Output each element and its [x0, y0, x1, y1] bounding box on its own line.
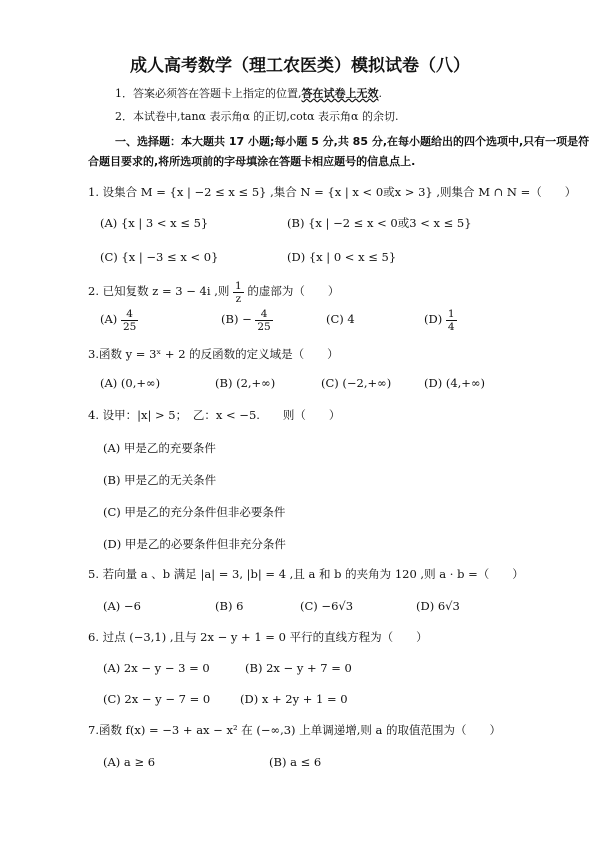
note-2: 2．本试卷中,tanα 表示角α 的正切,cotα 表示角α 的余切. [115, 110, 399, 123]
page-title: 成人高考数学（理工农医类）模拟试卷（八） [130, 56, 470, 76]
q5-option-c: (C) −6√3 [300, 599, 354, 613]
q5-option-a: (A) −6 [103, 599, 141, 613]
q1-option-d: (D) {x | 0 < x ≤ 5} [287, 250, 397, 264]
q2-option-c: (C) 4 [326, 312, 355, 326]
q4-stem: 4. 设甲：|x| > 5； 乙：x < −5. 则（ ） [88, 408, 341, 422]
note-1-text: 1．答案必须答在答题卡上指定的位置, [115, 87, 302, 100]
q2-stem-suffix: 的虚部为（ ） [247, 284, 340, 298]
q7-option-b: (B) a ≤ 6 [269, 755, 322, 769]
q2-b-fraction [255, 308, 272, 333]
q2-option-b [221, 306, 273, 333]
q6-option-b: (B) 2x − y + 7 = 0 [245, 661, 352, 675]
q4-option-a: (A) 甲是乙的充要条件 [103, 441, 216, 455]
note-1 [115, 86, 382, 102]
section-header-line-2: 合题目要求的,将所选项前的字母填涂在答题卡相应题号的信息点上. [88, 155, 416, 168]
q3-option-d: (D) (4,+∞) [424, 376, 486, 390]
note-1-emphasis: 答在试卷上无效 [301, 87, 379, 100]
q2-a-den: 25 [122, 320, 137, 333]
q6-option-c: (C) 2x − y − 7 = 0 [103, 692, 211, 706]
q1-option-b: (B) {x | −2 ≤ x < 0或3 < x ≤ 5} [287, 216, 472, 230]
q2-option-a [100, 306, 138, 333]
q2-fraction [233, 280, 244, 305]
q6-option-a: (A) 2x − y − 3 = 0 [103, 661, 210, 675]
section-header-line-1: 一、选择题：本大题共 17 小题;每小题 5 分,共 85 分,在每小题给出的四个选项中,只有一项是符 [115, 135, 590, 148]
q2-stem [88, 278, 339, 305]
q3-stem: 3.函数 y = 3ˣ + 2 的反函数的定义域是（ ） [88, 347, 339, 361]
q2-b-label: (B) − [221, 312, 252, 326]
q6-option-d: (D) x + 2y + 1 = 0 [240, 692, 348, 706]
q2-b-den: 25 [257, 320, 271, 333]
q3-option-a: (A) (0,+∞) [100, 376, 161, 390]
q2-d-den: 4 [447, 320, 455, 333]
q4-option-d: (D) 甲是乙的必要条件但非充分条件 [103, 537, 286, 551]
q5-option-b: (B) 6 [215, 599, 244, 613]
note-1-suffix: . [378, 87, 382, 100]
q1-option-a: (A) {x | 3 < x ≤ 5} [100, 216, 209, 230]
q2-option-d [424, 306, 457, 333]
q2-frac-num: 1 [235, 279, 242, 292]
q3-option-b: (B) (2,+∞) [215, 376, 276, 390]
q6-stem: 6. 过点 (−3,1) ,且与 2x − y + 1 = 0 平行的直线方程为（ ） [88, 630, 428, 644]
q5-option-d: (D) 6√3 [416, 599, 460, 613]
q3-option-c: (C) (−2,+∞) [321, 376, 392, 390]
q2-a-label: (A) [100, 312, 118, 326]
q4-option-c: (C) 甲是乙的充分条件但非必要条件 [103, 505, 286, 519]
q1-stem: 1. 设集合 M = {x | −2 ≤ x ≤ 5} ,集合 N = {x | x < 0或x > 3} ,则集合 M ∩ N =（ ） [88, 185, 577, 199]
q2-stem-text: 2. 已知复数 z = 3 − 4i ,则 [88, 284, 230, 298]
q2-d-num: 1 [447, 307, 455, 320]
q1-option-c: (C) {x | −3 ≤ x < 0} [100, 250, 219, 264]
q2-d-fraction [446, 308, 457, 333]
q7-option-a: (A) a ≥ 6 [103, 755, 156, 769]
q5-stem: 5. 若向量 a 、b 满足 |a| = 3, |b| = 4 ,且 a 和 b 的夹角为 120 ,则 a · b =（ ） [88, 567, 524, 581]
q2-b-num: 4 [255, 308, 272, 321]
q4-option-b: (B) 甲是乙的无关条件 [103, 473, 217, 487]
q7-stem: 7.函数 f(x) = −3 + ax − x² 在 (−∞,3) 上单调递增,则 a 的取值范围为（ ） [88, 723, 502, 737]
q2-a-fraction [121, 308, 138, 333]
q2-frac-den: z [235, 292, 242, 305]
q2-a-num: 4 [121, 308, 138, 321]
q2-d-label: (D) [424, 312, 443, 326]
